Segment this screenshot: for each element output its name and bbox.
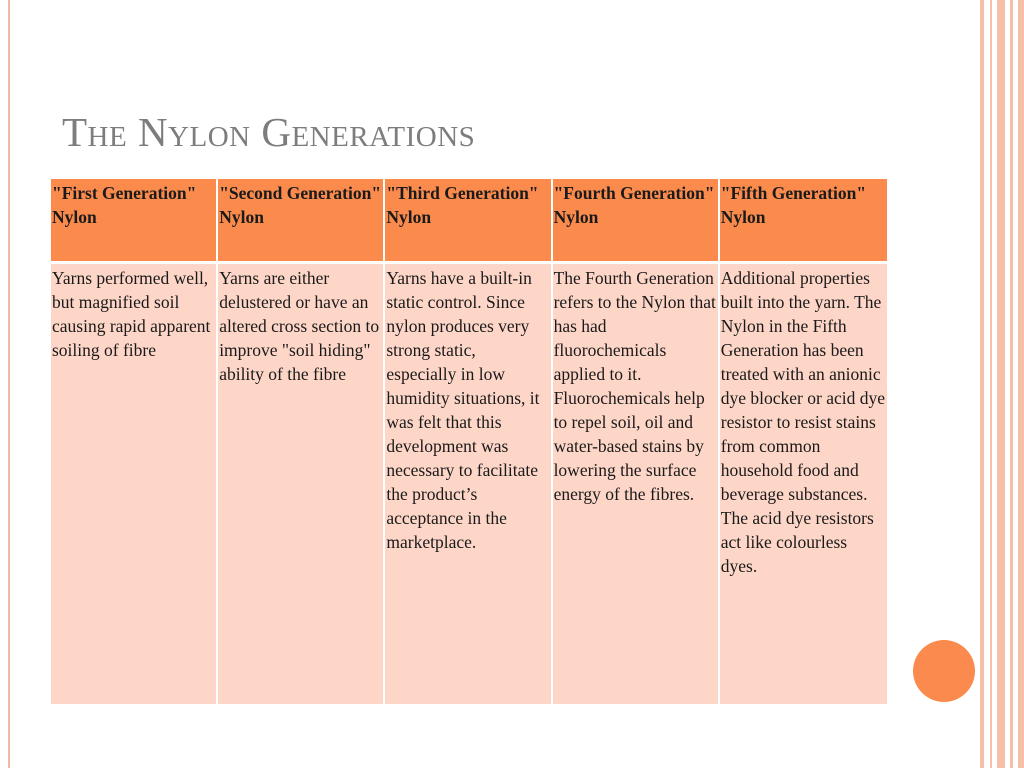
cell-first-generation: Yarns performed well, but magnified soil causing rapid apparent soiling of fibre xyxy=(51,264,218,704)
generations-table xyxy=(51,179,887,704)
right-decorative-stripes xyxy=(980,0,1024,768)
cell-second-generation: Yarns are either delustered or have an altered cross section to improve "soil hiding" ability of the fibre xyxy=(218,264,385,704)
header-fifth-generation: "Fifth Generation" Nylon xyxy=(720,179,887,264)
table-header-row xyxy=(51,179,887,264)
header-third-generation: "Third Generation" Nylon xyxy=(385,179,552,264)
stripe xyxy=(997,0,1005,768)
generations-table-wrapper xyxy=(51,179,887,704)
cell-third-generation: Yarns have a built-in static control. Since nylon produces very strong static, especially in low humidity situations, it was felt that this development was necessary to facilitate the product’s acceptance in the marketplace. xyxy=(385,264,552,704)
left-border-line xyxy=(8,0,10,768)
header-fourth-generation: "Fourth Generation" Nylon xyxy=(553,179,720,264)
stripe xyxy=(1010,0,1013,768)
stripe xyxy=(980,0,984,768)
header-second-generation: "Second Generation" Nylon xyxy=(218,179,385,264)
stripe xyxy=(1018,0,1024,768)
stripe xyxy=(990,0,992,768)
accent-circle xyxy=(913,640,975,702)
header-first-generation: "First Generation" Nylon xyxy=(51,179,218,264)
cell-fifth-generation: Additional properties built into the yarn. The Nylon in the Fifth Generation has been treated with an anionic dye blocker or acid dye resistor to resist stains from common household food and beverage substances. The acid dye resistors act like colourless dyes. xyxy=(720,264,887,704)
page-title: The Nylon Generations xyxy=(62,109,476,155)
cell-fourth-generation: The Fourth Generation refers to the Nylon that has had fluorochemicals applied to it. Fluorochemicals help to repel soil, oil and water-based stains by lowering the surface energy of the fibres. xyxy=(553,264,720,704)
table-row xyxy=(51,264,887,704)
